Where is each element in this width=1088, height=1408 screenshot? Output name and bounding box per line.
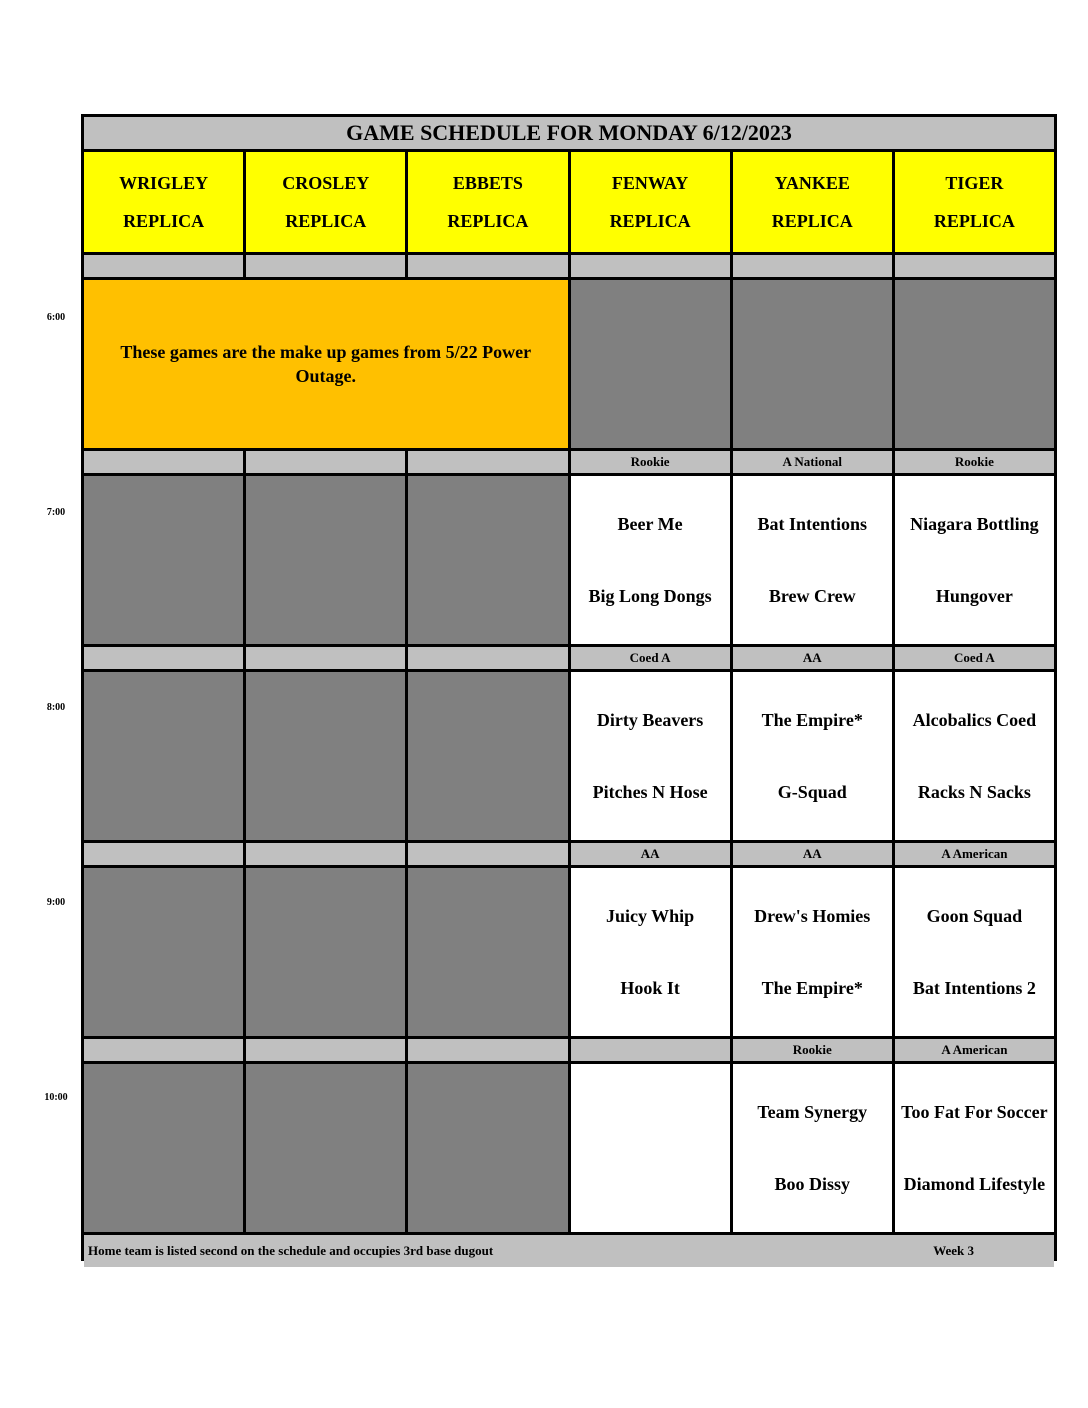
home-team: Big Long Dongs — [588, 586, 712, 606]
makeup-note: These games are the make up games from 5/22 Power Outage. — [84, 280, 568, 448]
division-band — [408, 647, 567, 669]
empty-slot — [408, 868, 567, 1036]
game-cell — [895, 672, 1054, 840]
division-band: A American — [895, 1039, 1054, 1061]
game-cell — [895, 868, 1054, 1036]
away-team: Alcobalics Coed — [912, 710, 1037, 730]
away-team: Goon Squad — [926, 906, 1023, 926]
division-band — [571, 1039, 730, 1061]
home-team: Boo Dissy — [774, 1174, 850, 1194]
away-team: The Empire* — [761, 710, 863, 730]
home-team: Racks N Sacks — [917, 782, 1031, 802]
field-name: YANKEE — [774, 173, 850, 193]
division-band — [84, 255, 243, 277]
away-team: Team Synergy — [757, 1102, 868, 1122]
empty-slot — [246, 868, 405, 1036]
division-band: Coed A — [895, 647, 1054, 669]
division-band — [246, 1039, 405, 1061]
field-header-yankee — [733, 152, 892, 252]
away-team: Juicy Whip — [605, 906, 695, 926]
division-band — [246, 255, 405, 277]
division-band: A National — [733, 451, 892, 473]
division-band — [408, 451, 567, 473]
empty-slot — [246, 1064, 405, 1232]
division-band: Rookie — [895, 451, 1054, 473]
division-band — [895, 255, 1054, 277]
away-team: Too Fat For Soccer — [901, 1102, 1048, 1122]
game-cell — [571, 672, 730, 840]
home-team: Hook It — [620, 978, 680, 998]
schedule-footer — [84, 1235, 1054, 1267]
field-sub: REPLICA — [933, 211, 1015, 231]
game-cell — [895, 476, 1054, 644]
game-cell — [733, 1064, 892, 1232]
empty-slot — [895, 280, 1054, 448]
home-team: Hungover — [935, 586, 1013, 606]
division-band — [246, 647, 405, 669]
game-cell — [571, 476, 730, 644]
field-sub: REPLICA — [123, 211, 205, 231]
empty-slot — [571, 280, 730, 448]
division-band: AA — [571, 843, 730, 865]
game-cell — [733, 868, 892, 1036]
schedule-table — [81, 114, 1057, 1261]
game-cell — [733, 672, 892, 840]
division-band: AA — [733, 647, 892, 669]
empty-slot — [84, 476, 243, 644]
home-team-note: Home team is listed second on the schedule and occupies 3rd base dugout — [88, 1243, 494, 1258]
empty-slot — [84, 672, 243, 840]
division-band: A American — [895, 843, 1054, 865]
game-cell — [895, 1064, 1054, 1232]
division-band — [246, 843, 405, 865]
empty-slot — [408, 476, 567, 644]
time-label-10: 10:00 — [44, 1092, 68, 1103]
division-band: Rookie — [571, 451, 730, 473]
division-band — [84, 647, 243, 669]
division-band — [84, 843, 243, 865]
field-name: WRIGLEY — [119, 173, 209, 193]
schedule-title: GAME SCHEDULE FOR MONDAY 6/12/2023 — [84, 117, 1054, 149]
division-band — [246, 451, 405, 473]
field-sub: REPLICA — [285, 211, 367, 231]
division-band — [571, 255, 730, 277]
away-team: Dirty Beavers — [596, 710, 704, 730]
empty-slot — [246, 672, 405, 840]
home-team: The Empire* — [761, 978, 863, 998]
field-sub: REPLICA — [609, 211, 691, 231]
field-header-ebbets — [408, 152, 567, 252]
empty-slot — [246, 476, 405, 644]
home-team: Bat Intentions 2 — [912, 978, 1036, 998]
empty-slot — [408, 1064, 567, 1232]
home-team: Brew Crew — [768, 586, 856, 606]
field-sub: REPLICA — [771, 211, 853, 231]
away-team: Beer Me — [617, 514, 683, 534]
time-label-9: 9:00 — [46, 897, 66, 908]
division-band — [84, 1039, 243, 1061]
field-name: EBBETS — [452, 173, 523, 193]
time-label-8: 8:00 — [46, 702, 66, 713]
field-name: TIGER — [945, 173, 1004, 193]
division-band: Rookie — [733, 1039, 892, 1061]
division-band — [408, 255, 567, 277]
field-header-crosley — [246, 152, 405, 252]
field-sub: REPLICA — [447, 211, 529, 231]
week-label: Week 3 — [933, 1243, 974, 1258]
field-header-tiger — [895, 152, 1054, 252]
time-label-6: 6:00 — [46, 312, 66, 323]
empty-slot — [84, 1064, 243, 1232]
division-band — [733, 255, 892, 277]
field-header-fenway — [571, 152, 730, 252]
away-team: Drew's Homies — [754, 906, 871, 926]
away-team: Bat Intentions — [757, 514, 867, 534]
field-name: FENWAY — [611, 173, 689, 193]
division-band: Coed A — [571, 647, 730, 669]
empty-slot — [408, 672, 567, 840]
field-header-wrigley — [84, 152, 243, 252]
division-band — [84, 451, 243, 473]
division-band — [408, 843, 567, 865]
division-band: AA — [733, 843, 892, 865]
home-team: Pitches N Hose — [592, 782, 708, 802]
time-label-7: 7:00 — [46, 507, 66, 518]
field-name: CROSLEY — [282, 173, 370, 193]
division-band — [408, 1039, 567, 1061]
home-team: G-Squad — [777, 782, 847, 802]
home-team: Diamond Lifestyle — [903, 1174, 1046, 1194]
empty-slot — [84, 868, 243, 1036]
empty-slot — [733, 280, 892, 448]
game-cell — [571, 1064, 730, 1232]
game-cell — [571, 868, 730, 1036]
away-team: Niagara Bottling — [910, 514, 1039, 534]
game-cell — [733, 476, 892, 644]
